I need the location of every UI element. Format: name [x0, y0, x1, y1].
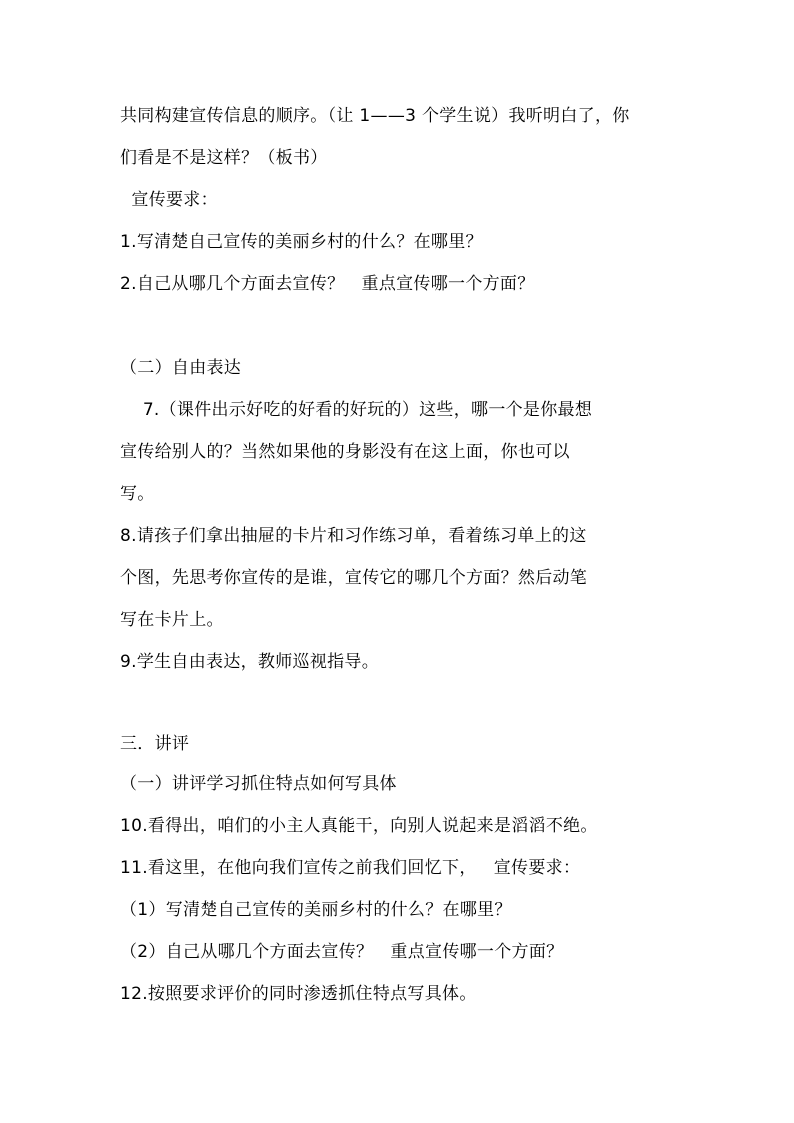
text-line: （1）写清楚自己宣传的美丽乡村的什么？在哪里？: [120, 900, 512, 920]
text-line: 9.学生自由表达，教师巡视指导。: [120, 652, 380, 672]
text-line: 8.请孩子们拿出抽屉的卡片和习作练习单，看着练习单上的这: [120, 526, 587, 546]
section-heading: （二）自由表达: [120, 358, 242, 378]
section-heading: 三．讲评: [120, 734, 190, 754]
text-line: 2.自己从哪几个方面去宣传？ 重点宣传哪一个方面？: [120, 274, 535, 294]
text-line: 宣传给别人的？当然如果他的身影没有在这上面，你也可以: [120, 442, 570, 462]
text-line: 共同构建宣传信息的顺序。（让 1——3 个学生说）我听明白了，你: [120, 106, 630, 126]
text-line: 11.看这里，在他向我们宣传之前我们回忆下， 宣传要求：: [120, 858, 581, 878]
text-line: 个图，先思考你宣传的是谁，宣传它的哪几个方面？然后动笔: [120, 568, 588, 588]
text-line: 写在卡片上。: [120, 610, 224, 630]
text-line: 1.写清楚自己宣传的美丽乡村的什么？在哪里？: [120, 232, 483, 252]
text-line: 们看是不是这样？（板书）: [120, 148, 328, 168]
text-line: 7.（课件出示好吃的好看的好玩的）这些，哪一个是你最想: [120, 400, 593, 420]
text-line: 宣传要求：: [120, 190, 218, 210]
subsection-heading: （一）讲评学习抓住特点如何写具体: [120, 774, 397, 794]
text-line: （2）自己从哪几个方面去宣传？ 重点宣传哪一个方面？: [120, 942, 564, 962]
text-line: 10.看得出，咱们的小主人真能干，向别人说起来是滔滔不绝。: [120, 816, 598, 836]
text-line: 写。: [120, 484, 155, 504]
text-line: 12.按照要求评价的同时渗透抓住特点写具体。: [120, 984, 477, 1004]
